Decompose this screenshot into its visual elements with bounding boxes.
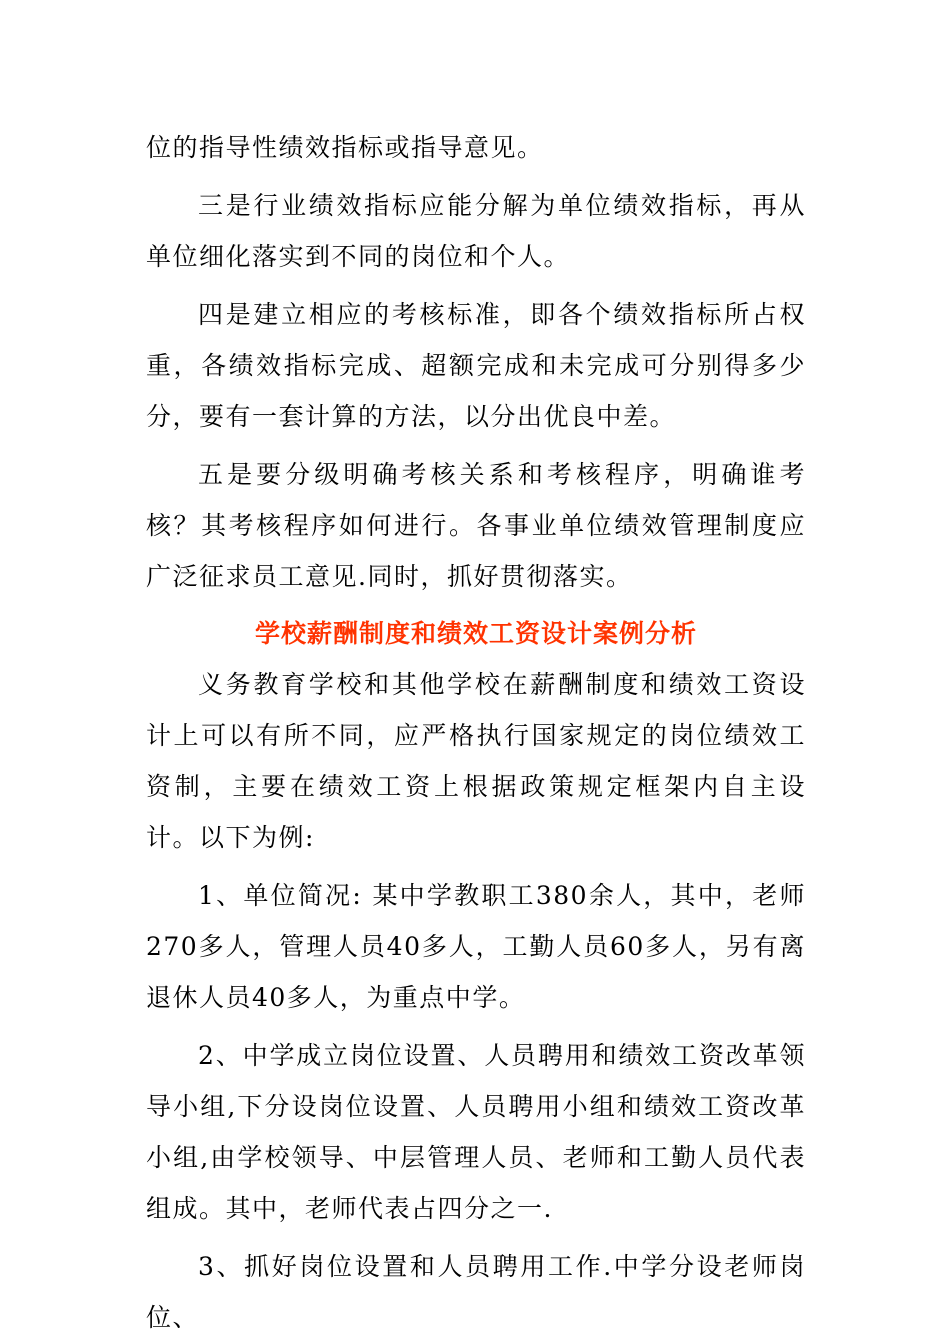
section-title: 学校薪酬制度和绩效工资设计案例分析 <box>254 619 697 648</box>
paragraph-point-four: 四是建立相应的考核标准，即各个绩效指标所占权重，各绩效指标完成、超额完成和未完成可分别得多少分，要有一套计算的方法，以分出优良中差。 <box>146 300 806 431</box>
paragraph-point-three: 三是行业绩效指标应能分解为单位绩效指标，再从单位细化落实到不同的岗位和个人。 <box>146 191 806 271</box>
paragraph-item-3: 3、抓好岗位设置和人员聘用工作.中学分设老师岗位、 <box>146 1252 806 1332</box>
paragraph-item-2: 2、中学成立岗位设置、人员聘用和绩效工资改革领导小组,下分设岗位设置、人员聘用小组和绩效工资改革小组,由学校领导、中层管理人员、老师和工勤人员代表组成。其中，老师代表占四分之一. <box>146 1041 806 1223</box>
paragraph-continued: 位的指导性绩效指标或指导意见。 <box>146 133 544 162</box>
paragraph-point-five: 五是要分级明确考核关系和考核程序，明确谁考核？其考核程序如何进行。各事业单位绩效管理制度应广泛征求员工意见.同时，抓好贯彻落实。 <box>146 460 806 591</box>
document-body <box>146 122 806 1343</box>
paragraph-intro: 义务教育学校和其他学校在薪酬制度和绩效工资设计上可以有所不同，应严格执行国家规定的岗位绩效工资制，主要在绩效工资上根据政策规定框架内自主设计。以下为例: <box>146 670 806 852</box>
paragraph-item-1: 1、单位简况: 某中学教职工380余人，其中，老师270多人，管理人员40多人，工勤人员60多人，另有离退休人员40多人，为重点中学。 <box>146 881 806 1012</box>
